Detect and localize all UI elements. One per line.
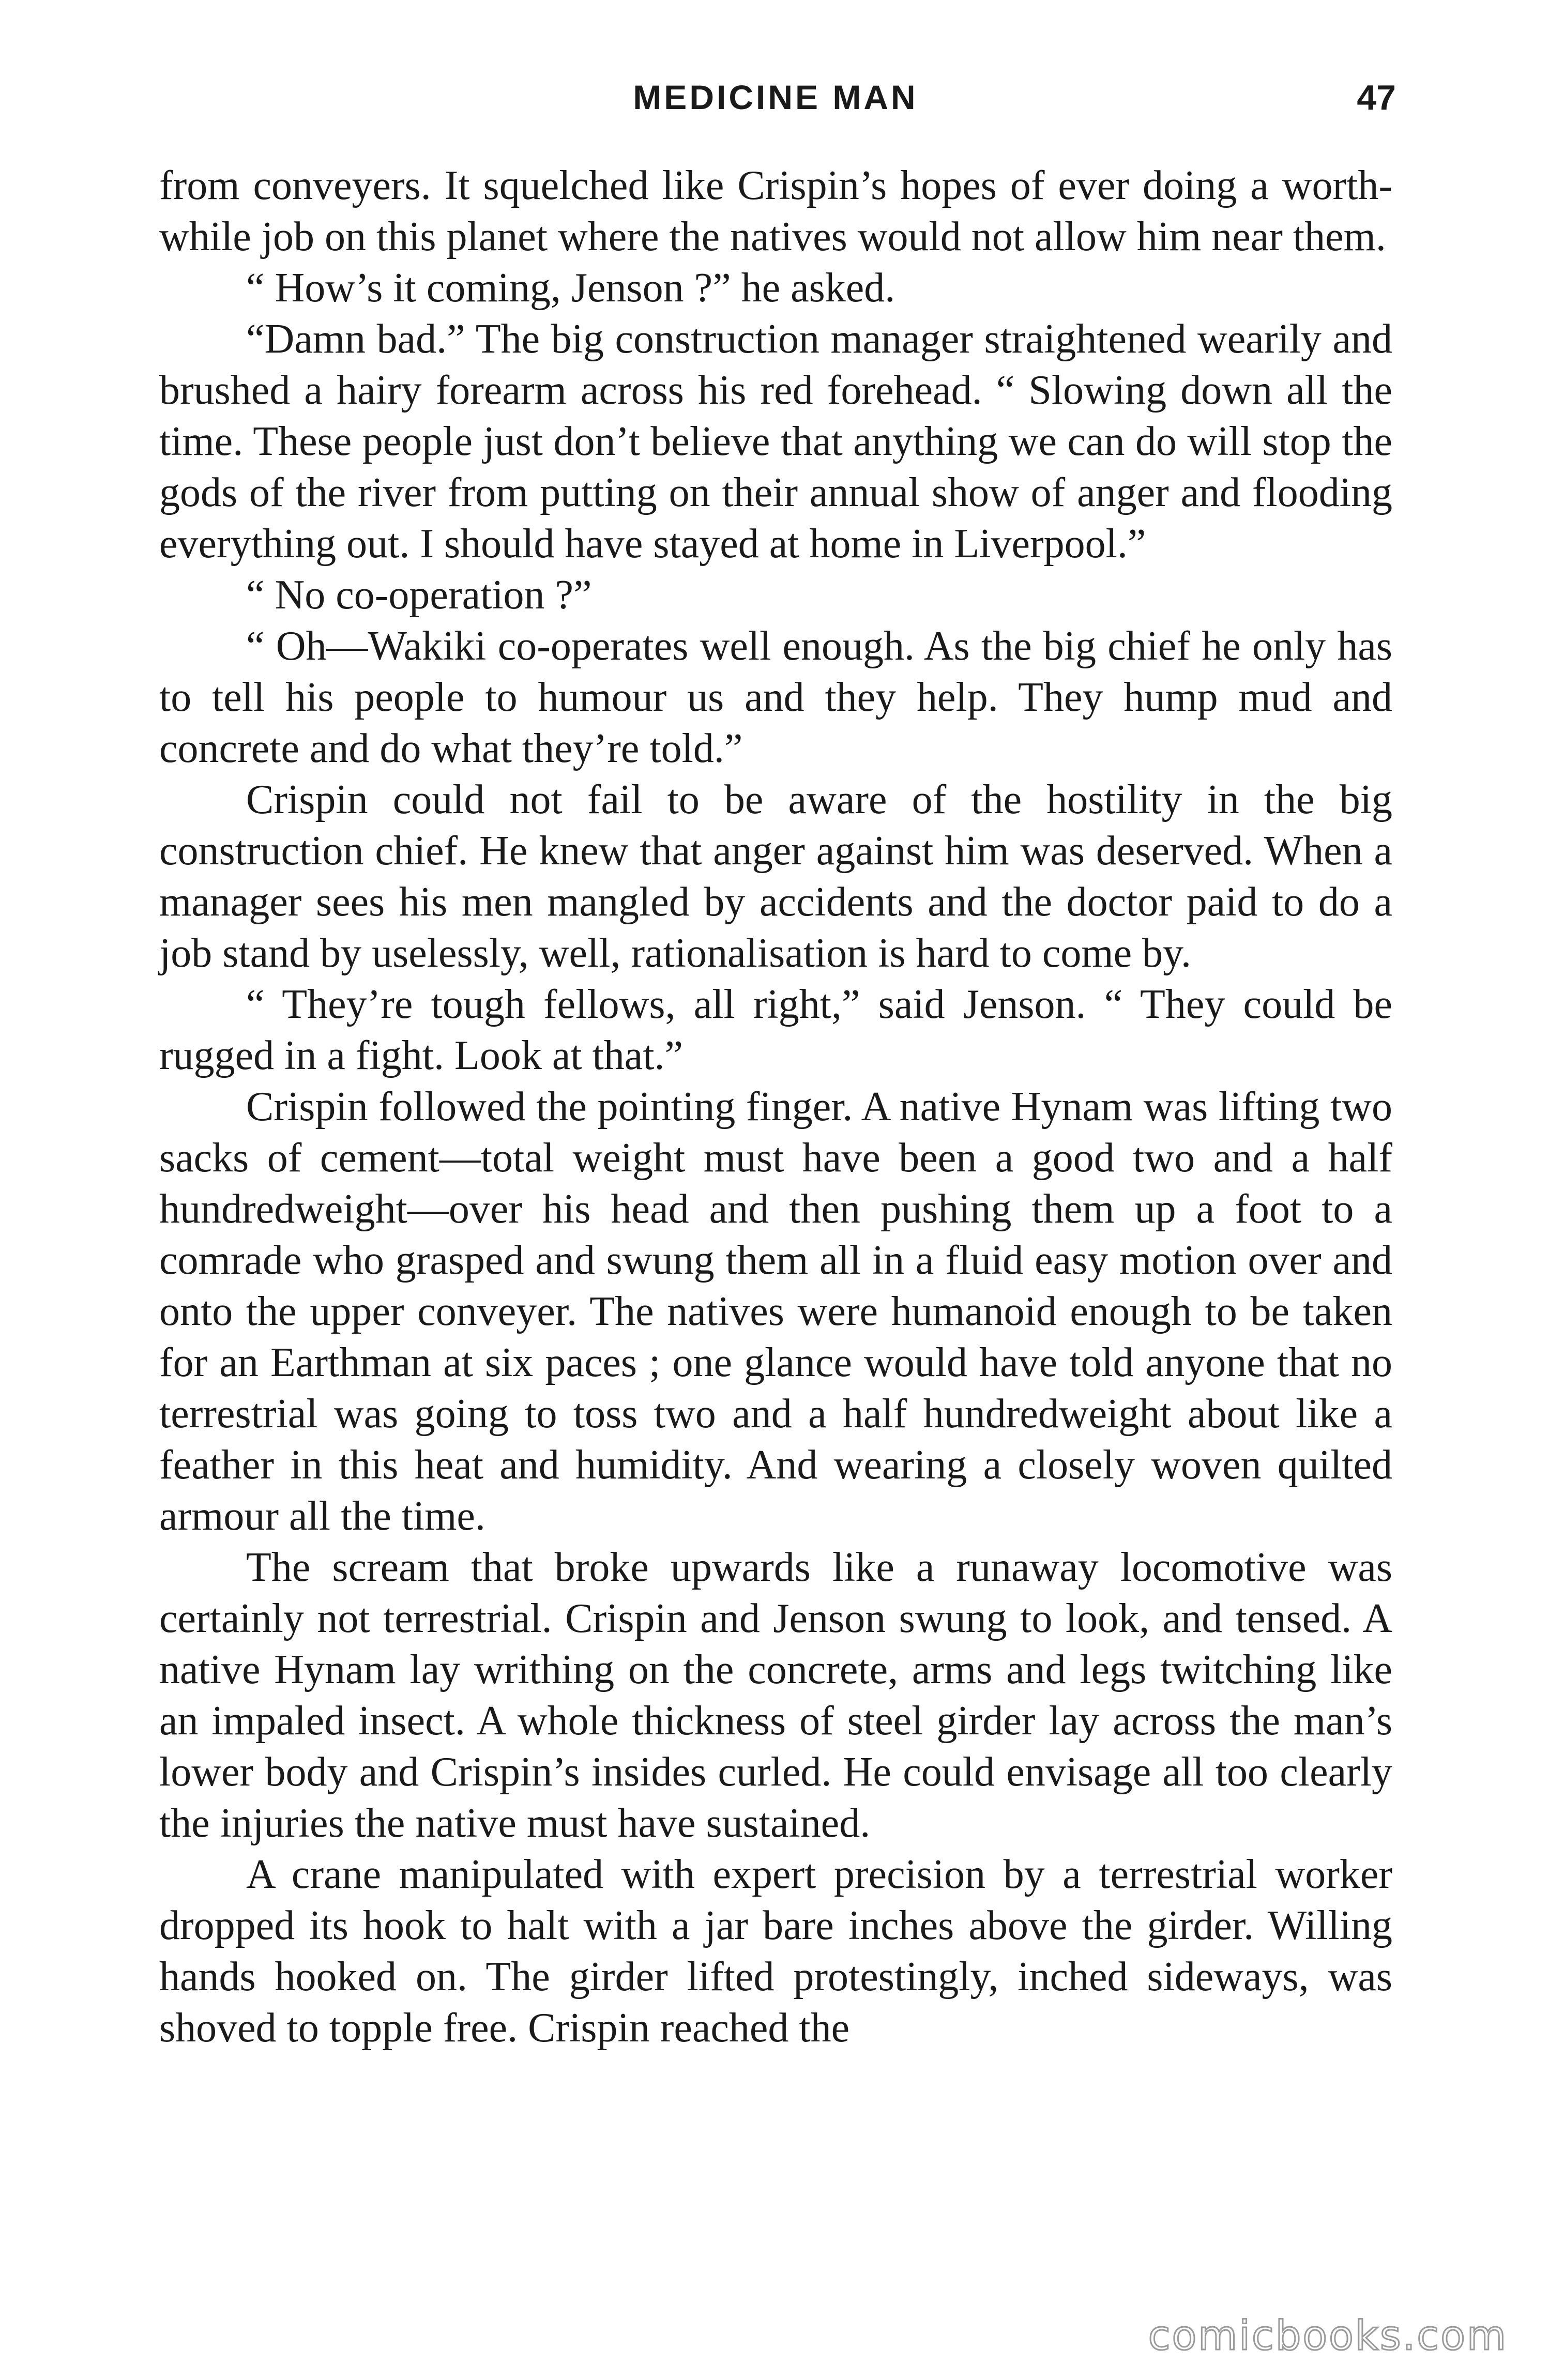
paragraph-4: “ No co-operation ?”: [246, 572, 592, 618]
body-text: [159, 160, 1392, 2054]
paragraph-3: “Damn bad.” The big construction manager straightened wearily and brushed a hairy forearm across his red forehead. “ Slowing down all the time. These people just don’t believe that anything we can do will stop the gods of the river from putting on their annual show of anger and flooding everything out. I should have stayed at home in Liverpool.”: [159, 316, 1392, 567]
page-number: 47: [1357, 78, 1396, 117]
page-header: [155, 67, 1396, 124]
paragraph-5: “ Oh—Wakiki co-operates well enough. As the big chief he only has to tell his people to humour us and they help. They hump mud and concrete and do what they’re told.”: [159, 623, 1392, 771]
paragraph-8: Crispin followed the pointing finger. A native Hynam was lifting two sacks of cement—total weight must have been a good two and a half hundredweight—over his head and then pushing them up a foot to a comrade who grasped and swung them all in a fluid easy motion over and onto the upper conveyer. The natives were humanoid enough to be taken for an Earthman at six paces ; one glance would have told anyone that no terrestrial was going to toss two and a half hundredweight about like a feather in this heat and humidity. And wearing a closely woven quilted armour all the time.: [159, 1084, 1392, 1539]
paragraph-6: Crispin could not fail to be aware of the hostility in the big construction chief. He knew that anger against him was deserved. When a manager sees his men mangled by accidents and the doctor paid to do a job stand by uselessly, well, rationalisation is hard to come by.: [159, 777, 1392, 976]
watermark: comicbooks.com: [1148, 2313, 1508, 2359]
paragraph-2: “ How’s it coming, Jenson ?” he asked.: [246, 265, 895, 311]
paragraph-1: from conveyers. It squelched like Crispin’s hopes of ever doing a worth-while job on this planet where the natives would not allow him near them.: [159, 163, 1392, 260]
running-title: MEDICINE MAN: [633, 78, 918, 116]
paragraph-7: “ They’re tough fellows, all right,” said Jenson. “ They could be rugged in a fight. Look at that.”: [159, 982, 1392, 1078]
paragraph-9: The scream that broke upwards like a runaway locomotive was certainly not terrestrial. Crispin and Jenson swung to look, and tensed. A native Hynam lay writhing on the concrete, arms and legs twitching like an impaled insect. A whole thickness of steel girder lay across the man’s lower body and Crispin’s insides curled. He could envisage all too clearly the injuries the native must have sustained.: [159, 1545, 1392, 1846]
paragraph-10: A crane manipulated with expert precision by a terrestrial worker dropped its hook to halt with a jar bare inches above the girder. Willing hands hooked on. The girder lifted protestingly, inched sideways, was shoved to topple free. Crispin reached the: [159, 1852, 1392, 2051]
